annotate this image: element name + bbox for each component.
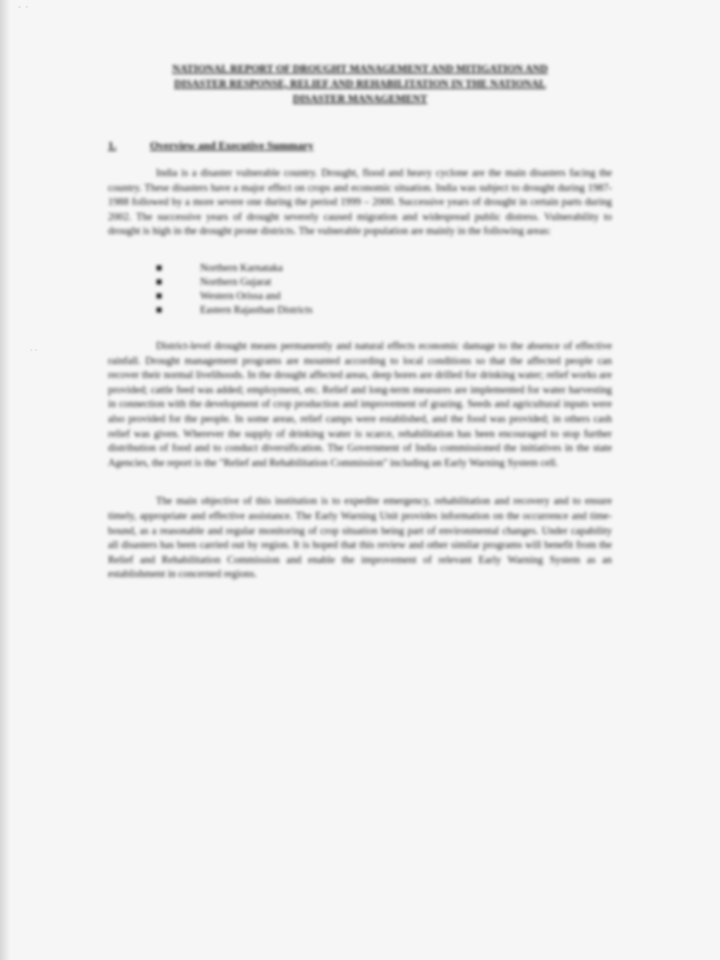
bullet-text: Western Orissa and xyxy=(200,290,281,302)
section-title: Overview and Executive Summary xyxy=(150,140,314,152)
bullet-icon: ■ xyxy=(156,290,163,302)
bullet-text: Northern Gujarat xyxy=(200,276,272,288)
bullet-icon: ■ xyxy=(156,262,163,274)
bullet-list xyxy=(156,262,612,318)
bullet-icon: ■ xyxy=(156,304,163,316)
list-item xyxy=(156,290,612,304)
section-heading xyxy=(108,139,612,153)
paragraph-objectives: The main objective of this institution is to expedite emergency, rehabilitation and recovery and to ensure timely, appropriate and effective assistance. The Early Warning Unit provides information on the occurrence and time-bound, as a reasonable and regular monitoring of crop situation being part of environmental changes. Under capability all disasters has been carried out by region. It is hoped that this review and other similar programs will benefit from the Relief and Rehabilitation Commission and enable the improvement of relevant Early Warning System as an establishment in concerned regions. xyxy=(108,496,612,581)
document-title: NATIONAL REPORT OF DROUGHT MANAGEMENT AND MITIGATION AND DISASTER RESPONSE, RELIEF AND REHABILITATION IN THE NATIONAL DISASTER MANAGEMENT xyxy=(172,64,548,105)
bullet-icon: ■ xyxy=(156,276,163,288)
section-number: 1. xyxy=(108,140,117,152)
paragraph-drought-response: District-level drought means permanently and natural effects economic damage to the absence of effective rainfall. Drought management programs are mounted according to local conditions so that the affected people can recover their normal livelihoods. In the drought affected areas, deep bores are drilled for drinking water; relief works are provided; cattle feed was added; employment, etc. Relief and long-term measures are implemented for water harvesting in connection with the development of crop production and improvement of grazing. Seeds and agricultural inputs were also provided for the people. In some areas, relief camps were established, and the food was provided; in others cash relief was given. Wherever the supply of drinking water is scarce, rehabilitation has been encouraged to stop further distribution of food and to conduct diversification. The Government of India commissioned the initiatives in the state Agencies, the report is the "Relief and Rehabilitation Commission" including an Early Warning System cell. xyxy=(108,340,612,469)
margin-scan-mark: · · xyxy=(30,346,38,355)
scan-edge-shadow xyxy=(0,0,10,960)
bullet-text: Eastern Rajasthan Districts xyxy=(200,304,313,316)
list-item xyxy=(156,276,612,290)
list-item xyxy=(156,262,612,276)
corner-scan-mark: · · xyxy=(18,2,30,12)
paragraph-intro: India is a disaster vulnerable country. Drought, flood and heavy cyclone are the main disasters facing the country. These disasters have a major effect on crops and economic situation. India was subject to drought during 1987-1988 followed by a more severe one during the period 1999 – 2000. Successive years of drought in certain parts during 2002. The successive years of drought severely caused migration and widespread public distress. Vulnerability to drought is high in the drought prone districts. The vulnerable population are mainly in the following areas: xyxy=(108,168,612,238)
document-content xyxy=(108,62,612,583)
list-item xyxy=(156,304,612,318)
bullet-text: Northern Karnataka xyxy=(200,262,283,274)
